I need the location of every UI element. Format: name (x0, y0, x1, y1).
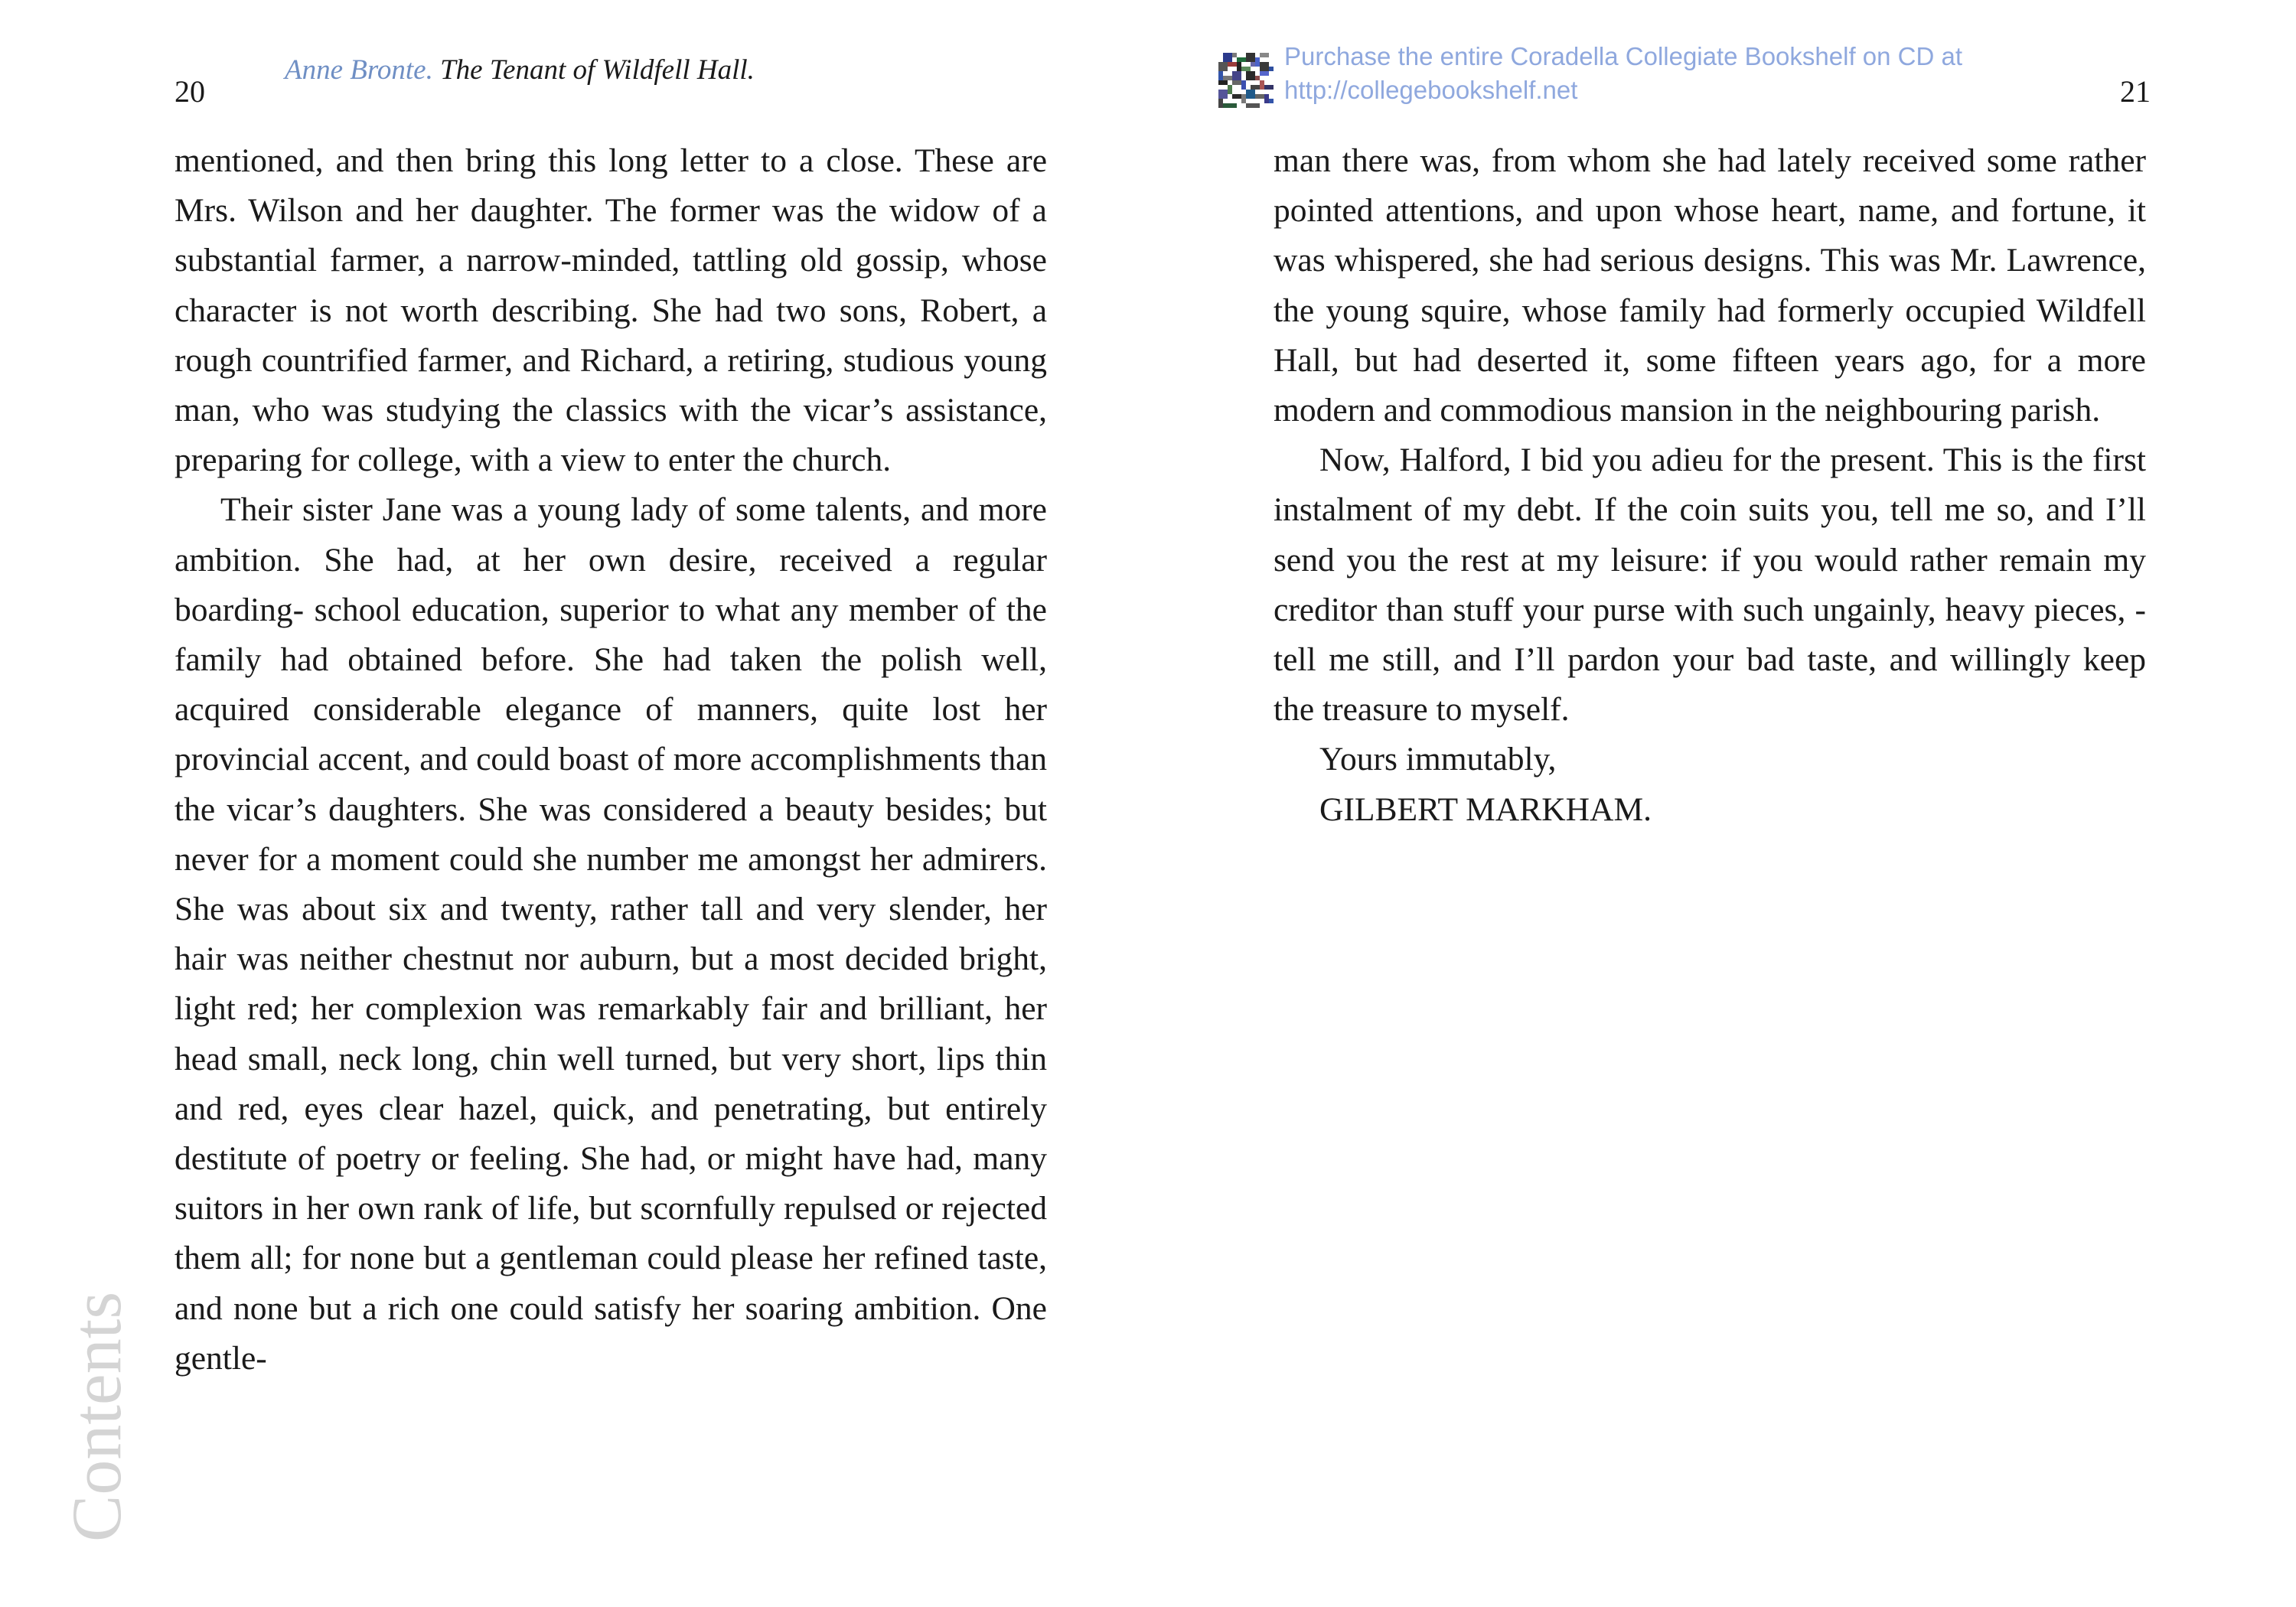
paragraph: man there was, from whom she had lately received some rather pointed attentions, and upon whose heart, name, and fortune, it was whispered, she had serious designs. This was Mr. Lawrence, the young squire, whose family had formerly occupied Wildfell Hall, but had deserted it, some fifteen years ago, for a more modern and commodious mansion in the neighbouring parish. (1274, 142, 2146, 429)
closing-line: Yours immutably, (1319, 741, 1557, 778)
page-number-right: 21 (2120, 74, 2151, 109)
right-page-body (1274, 136, 2146, 835)
paragraph: mentioned, and then bring this long letter to a close. These are Mrs. Wilson and her daughter. The former was the widow of a substantial farmer, a narrow-minded, tattling old gossip, whose character is not worth describing. She had two sons, Robert, a rough countrified farmer, and Richard, a retiring, studious young man, who was studying the classics with the vicar’s assistance, preparing for college, with a view to enter the church. (174, 142, 1047, 479)
promo-text[interactable]: Purchase the entire Coradella Collegiate Bookshelf on CD at (1284, 42, 1963, 70)
bookshelf-logo-icon (1218, 52, 1274, 109)
right-page (1148, 0, 2296, 1607)
running-head (285, 52, 755, 89)
paragraph: Their sister Jane was a young lady of some talents, and more ambition. She had, at her own desire, received a regular boarding- school education, superior to what any member of the family had obtained before. She had taken the polish well, acquired considerable elegance of manners, quite lost her provincial accent, and could boast of more accomplishments than the vicar’s daughters. She was considered a beauty besides; but never for a moment could she number me amongst her admirers. She was about six and twenty, rather tall and very slender, her hair was neither chestnut nor auburn, but a most decided bright, light red; her complexion was remarkably fair and brilliant, her head small, neck long, chin well turned, but very short, lips thin and red, eyes clear hazel, quick, and penetrating, but entirely destitute of poetry or feeling. She had, or might have had, many suitors in her own rank of life, but scornfully repulsed or rejected them all; for none but a gentleman could please her refined taste, and none but a rich one could satisfy her soaring ambition. One gentle- (174, 491, 1047, 1377)
promo-banner[interactable] (1218, 38, 1984, 115)
contents-tab-link[interactable]: Contents (57, 1291, 135, 1542)
running-head-title: The Tenant of Wildfell Hall. (440, 54, 755, 86)
promo-url-link[interactable]: http://collegebookshelf.net (1284, 76, 1578, 104)
signature: GILBERT MARKHAM. (1319, 790, 1652, 828)
paragraph: Now, Halford, I bid you adieu for the present. This is the first instalment of my debt. If the coin suits you, tell me so, and I’ll send you the rest at my leisure: if you would rather remain my creditor than stuff your purse with such ungainly, heavy pieces, - tell me still, and I’ll pardon your bad taste, and willingly keep the treasure to myself. (1274, 442, 2146, 729)
page-number-left: 20 (174, 74, 205, 109)
left-page-body (174, 136, 1047, 1384)
running-head-author: Anne Bronte. (285, 54, 433, 86)
